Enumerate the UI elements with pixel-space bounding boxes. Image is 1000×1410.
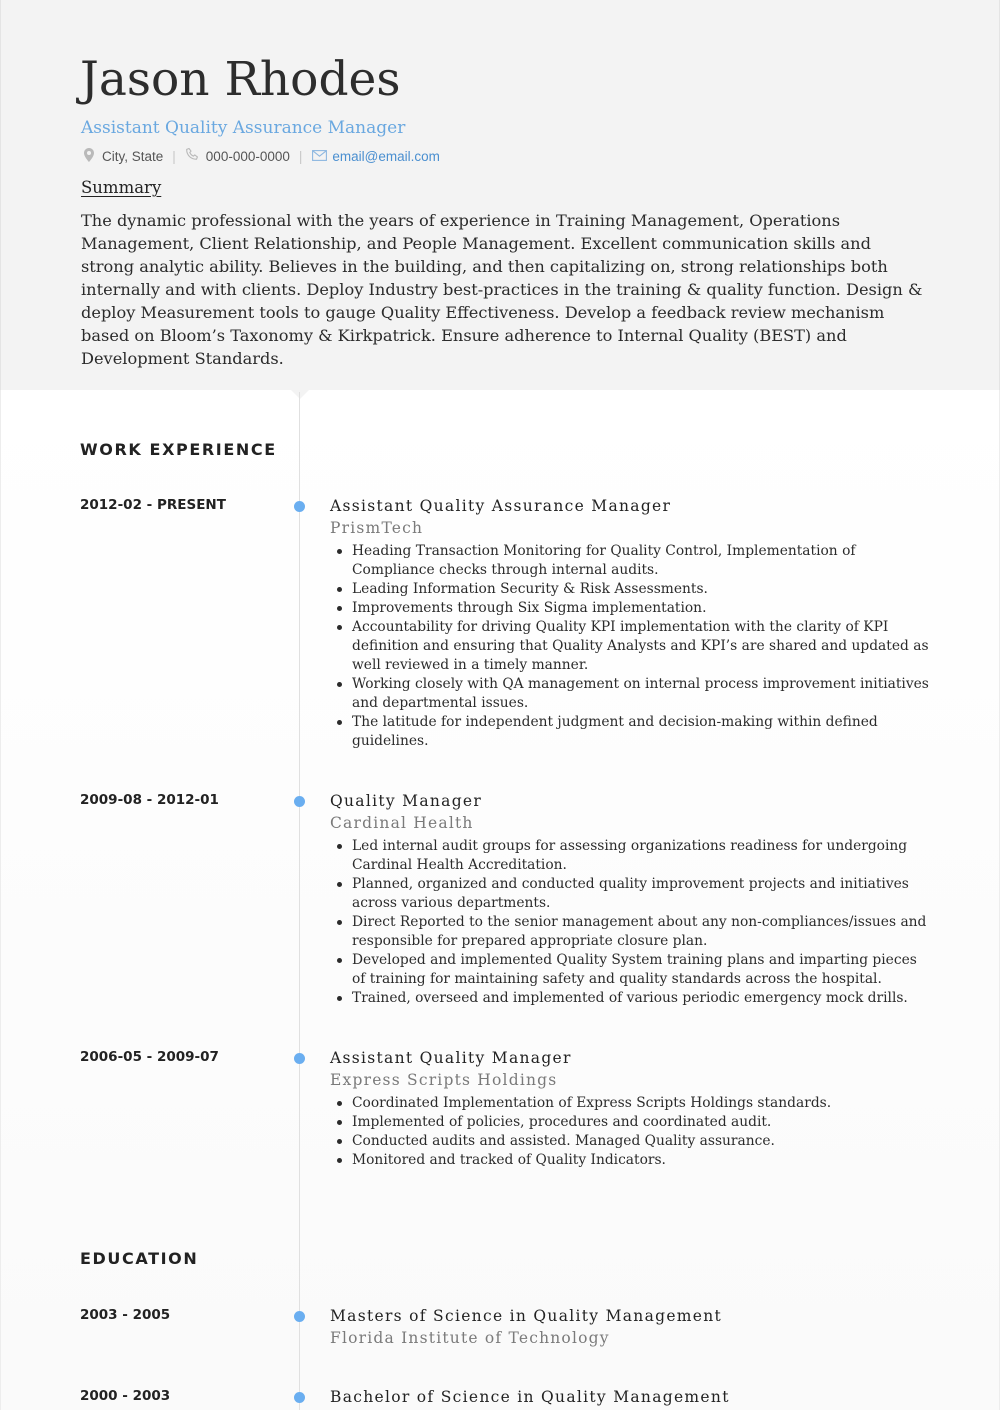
list-item: Monitored and tracked of Quality Indicators. (352, 1151, 930, 1170)
education-dates: 2003 - 2005 (80, 1307, 171, 1323)
job-company: Express Scripts Holdings (330, 1071, 558, 1089)
resume-header (0, 0, 1000, 390)
candidate-role: Assistant Quality Assurance Manager (81, 118, 406, 138)
job-bullets (330, 1094, 930, 1170)
job-bullets (330, 542, 930, 751)
education-entry (330, 1305, 930, 1349)
job-bullets (330, 837, 930, 1008)
summary-heading: Summary (81, 178, 162, 197)
contact-phone: 000-000-0000 (205, 148, 290, 164)
timeline-dot (294, 1053, 305, 1064)
list-item: Developed and implemented Quality System training plans and imparting pieces of training for maintaining safety and quality standards across the hospital. (352, 951, 930, 989)
map-pin-icon (81, 148, 97, 165)
timeline-line (299, 392, 300, 1410)
contact-email-link[interactable]: email@email.com (332, 148, 440, 164)
timeline-dot (294, 1311, 305, 1322)
list-item: Accountability for driving Quality KPI implementation with the clarity of KPI definition and ensuring that Quality Analysts and KPI’s are shared and updated as well reviewed in a timely manner. (352, 619, 929, 673)
header-notch (290, 389, 310, 399)
list-item: Conducted audits and assisted. Managed Quality assurance. (352, 1132, 930, 1151)
degree-title: Masters of Science in Quality Management (330, 1307, 723, 1325)
contact-separator: | (172, 148, 176, 164)
job-dates: 2012-02 - PRESENT (80, 497, 226, 513)
contact-line (81, 146, 440, 166)
list-item: Implemented of policies, procedures and coordinated audit. (352, 1113, 930, 1132)
contact-location: City, State (102, 148, 164, 164)
list-item: Improvements through Six Sigma implementation. (352, 599, 930, 618)
job-title: Assistant Quality Manager (330, 1049, 572, 1067)
envelope-icon (311, 149, 327, 164)
phone-icon (185, 148, 201, 164)
degree-title: Bachelor of Science in Quality Management (330, 1388, 730, 1406)
timeline-dot (294, 796, 305, 807)
job-title: Assistant Quality Assurance Manager (330, 497, 672, 515)
list-item: Planned, organized and conducted quality improvement projects and initiatives across various departments. (352, 875, 930, 913)
job-entry (330, 790, 930, 1008)
job-company: PrismTech (330, 519, 424, 537)
list-item: Led internal audit groups for assessing organizations readiness for undergoing Cardinal Health Accreditation. (352, 837, 930, 875)
candidate-name: Jason Rhodes (80, 52, 401, 107)
timeline-dot (294, 501, 305, 512)
job-company: Cardinal Health (330, 814, 474, 832)
list-item: Coordinated Implementation of Express Scripts Holdings standards. (352, 1094, 930, 1113)
job-entry (330, 495, 930, 751)
list-item: Direct Reported to the senior management about any non-compliances/issues and responsible for prepared appropriate closure plan. (352, 913, 930, 951)
education-heading: EDUCATION (80, 1249, 199, 1268)
job-title: Quality Manager (330, 792, 483, 810)
job-dates: 2009-08 - 2012-01 (80, 792, 219, 808)
job-entry (330, 1047, 930, 1170)
contact-separator: | (298, 148, 303, 164)
education-entry (330, 1386, 930, 1408)
list-item: Heading Transaction Monitoring for Quality Control, Implementation of Compliance checks through internal audits. (352, 542, 930, 580)
timeline-dot (294, 1392, 305, 1403)
list-item: Leading Information Security & Risk Assessments. (352, 580, 930, 599)
list-item: The latitude for independent judgment and decision-making within defined guidelines. (352, 713, 930, 751)
list-item: Working closely with QA management on internal process improvement initiatives and departmental issues. (352, 676, 929, 711)
school-name: Florida Institute of Technology (330, 1329, 610, 1347)
summary-paragraph: The dynamic professional with the years of experience in Training Management, Operations Management, Client Relationship, and People Management. Excellent communication skills and strong analytic ability. Believes in the building, and then capitalizing on, strong relationships both internally and with clients. Deploy Industry best-practices in the training & quality function. Design & deploy Measurement tools to gauge Quality Effectiveness. Develop a feedback review mechanism based on Bloom’s Taxonomy & Kirkpatrick. Ensure adherence to Internal Quality (BEST) and Development Standards. (81, 211, 923, 368)
work-experience-heading: WORK EXPERIENCE (80, 440, 277, 459)
list-item: Trained, overseed and implemented of various periodic emergency mock drills. (352, 989, 930, 1008)
job-dates: 2006-05 - 2009-07 (80, 1049, 219, 1065)
education-dates: 2000 - 2003 (80, 1388, 171, 1404)
